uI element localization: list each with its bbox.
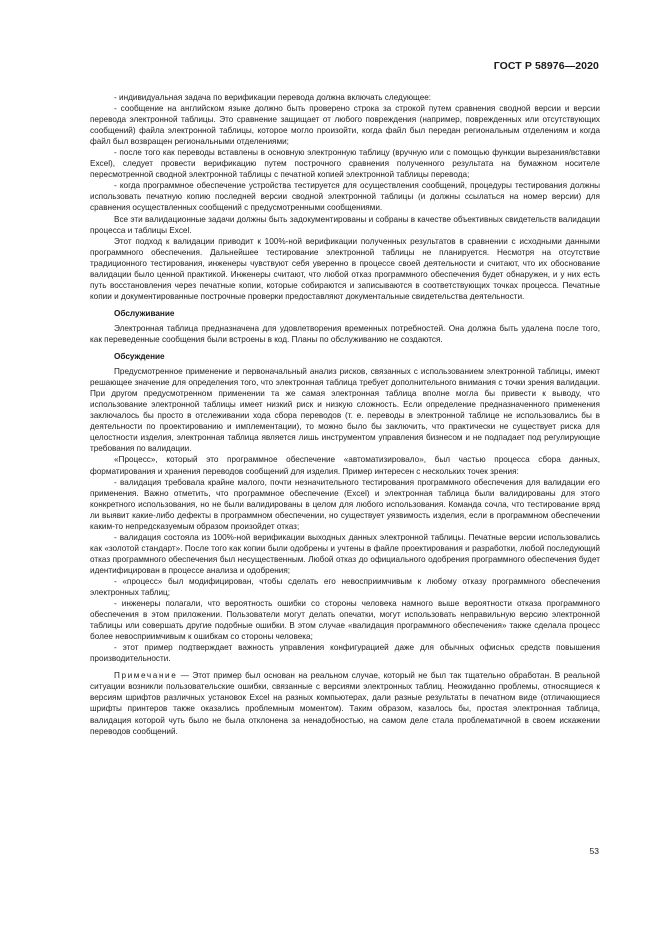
note-label: Примечание [114, 671, 178, 681]
note-paragraph [90, 670, 600, 736]
list-item: - когда программное обеспечение устройства тестируется для осуществления сообщений, процедуры тестирования должны использовать печатную копию последней версии сводной электронной таблицы (и должны ссылаться на номер версии) для сравнения осуществленных сообщений с предусмотренными сообщениями. [90, 181, 600, 213]
paragraph: Этот подход к валидации приводит к 100%-ной верификации полученных результатов в сравнении с исходными данными программного обеспечения. Дальнейшее тестирование электронной таблицы не планируется. Несмотря на отсутствие традиционного тестирования, инженеры чувствуют себя уверенно в процессе своей деятельности и считают, что их обоснование валидации было ценной практикой. Инженеры считают, что любой отказ программного обеспечения будет обнаружен, и у них есть путь восстановления через печатные копии, которые собираются и записываются в соответствующих точках процесса. Печатные копии и документированные построчные проверки предоставляют документальные свидетельства деятельности. [90, 236, 600, 301]
list-item: - сообщение на английском языке должно быть проверено строка за строкой путем сравнения сводной версии и версии перевода электронной таблицы. Это сравнение защищает от любого повреждения (например, поврежденных или отсутствующих сообщений) файла электронной таблицы, которое могло произойти, когда файл был передан региональным отделениям и когда файл был возвращен региональными отделениями; [90, 104, 600, 147]
list-item: - этот пример подтверждает важность управления конфигурацией даже для обычных офисных средств повышения производительности. [90, 643, 600, 664]
standard-designation: ГОСТ Р 58976—2020 [493, 60, 599, 72]
section-heading-discussion: Обсуждение [114, 352, 165, 362]
paragraph: - индивидуальная задача по верификации перевода должна включать следующее: [114, 93, 432, 102]
list-item: - после того как переводы вставлены в основную электронную таблицу (вручную или с помощью функции вырезания/вставки Excel), следует провести верификацию путем построчного сравнения полученного результата на бумажном носителе пересмотренной сводной электронной таблицы с печатной копией электронной таблицы перевода; [90, 148, 600, 180]
list-item: - инженеры полагали, что вероятность ошибки со стороны человека намного выше вероятности отказа программного обеспечения в этом приложении. Пользователи могут делать опечатки, могут использовать неправильную версию электронной таблицы или совершать другие подобные ошибки. В этом случае «валидация программного обеспечения» также сделала процесс более невосприимчивым к ошибкам со стороны человека; [90, 599, 600, 642]
page-body [90, 92, 600, 737]
note-text: — Этот пример был основан на реальном случае, который не был так тщательно обработан. В реальной ситуации возникли пользовательские ошибки, связанные с версиями электронных таблиц. Неожиданно проблемы, относящиеся к версиям шрифтов различных установок Excel на разных компьютерах, дали разные результаты в печатном виде (отличающиеся шрифты принтеров также оказались проблемным моментом). Таким образом, казалось бы, простая электронная таблица, валидация которой чуть было не была отклонена за ненадобностью, на самом деле стала проблематичной в своем искажении переводов сообщений. [90, 671, 600, 736]
list-item: - «процесс» был модифицирован, чтобы сделать его невосприимчивым к любому отказу программного обеспечения электронных таблиц; [90, 576, 600, 598]
section-heading-maintenance: Обслуживание [114, 308, 175, 318]
list-item: - валидация требовала крайне малого, почти незначительного тестирования программного обеспечения для валидации его применения. Важно отметить, что программное обеспечение (Excel) и электронная таблица были валидированы для этого конкретного использования, но не были валидированы в целом для любого использования. Команда сочла, что тестирование вряд ли выявит какие-либо дефекты в программном обеспечении, но существует уязвимость изделия, если в программном обеспечении каким-то непредсказуемым образом произойдет отказ; [90, 477, 600, 531]
page-number: 53 [589, 846, 599, 856]
paragraph: Электронная таблица предназначена для удовлетворения временных потребностей. Она должна быть удалена после того, как переведенные сообщения были встроены в код. Планы по обслуживанию не создаются. [90, 323, 600, 344]
paragraph: Предусмотренное применение и первоначальный анализ рисков, связанных с использованием электронной таблицы, имеют решающее значение для определения того, что электронная таблица требует дополнительного внимания с точки зрения валидации. При другом предусмотренном применении та же самая электронная таблица вполне могла бы привести к выводу, что использование электронной таблицы имеет низкий риск и низкую сложность. Если определение предназначенного применения заключалось бы просто в отслеживании хода сбора переводов (т. е. переводы в электронной таблице не использовались бы в деятельности по проектированию и имплементации), то можно было бы заключить, что практически не существует риска для целостности изделия, электронная таблица является лишь инструментом управления бизнесом и не подпадает под регулирующие требования по валидации. [90, 367, 600, 454]
paragraph: Все эти валидационные задачи должны быть задокументированы и собраны в качестве объективных свидетельств валидации процесса и таблицы Excel. [90, 214, 600, 235]
list-item: - валидация состояла из 100%-ной верификации выходных данных электронной таблицы. Печатные версии использовались как «золотой стандарт». После того как копии были одобрены и учтены в файле проектирования и разработки, любой последующий отказ программного обеспечения был несущественным. Любой отказ до официального одобрения программного обеспечения будет идентифицирован в процессе анализа и одобрения; [90, 532, 600, 575]
paragraph: «Процесс», который это программное обеспечение «автоматизировало», был частью процесса сбора данных, форматирования и хранения переводов сообщений для изделия. Пример интересен с нескольких точек зрения: [90, 455, 600, 476]
